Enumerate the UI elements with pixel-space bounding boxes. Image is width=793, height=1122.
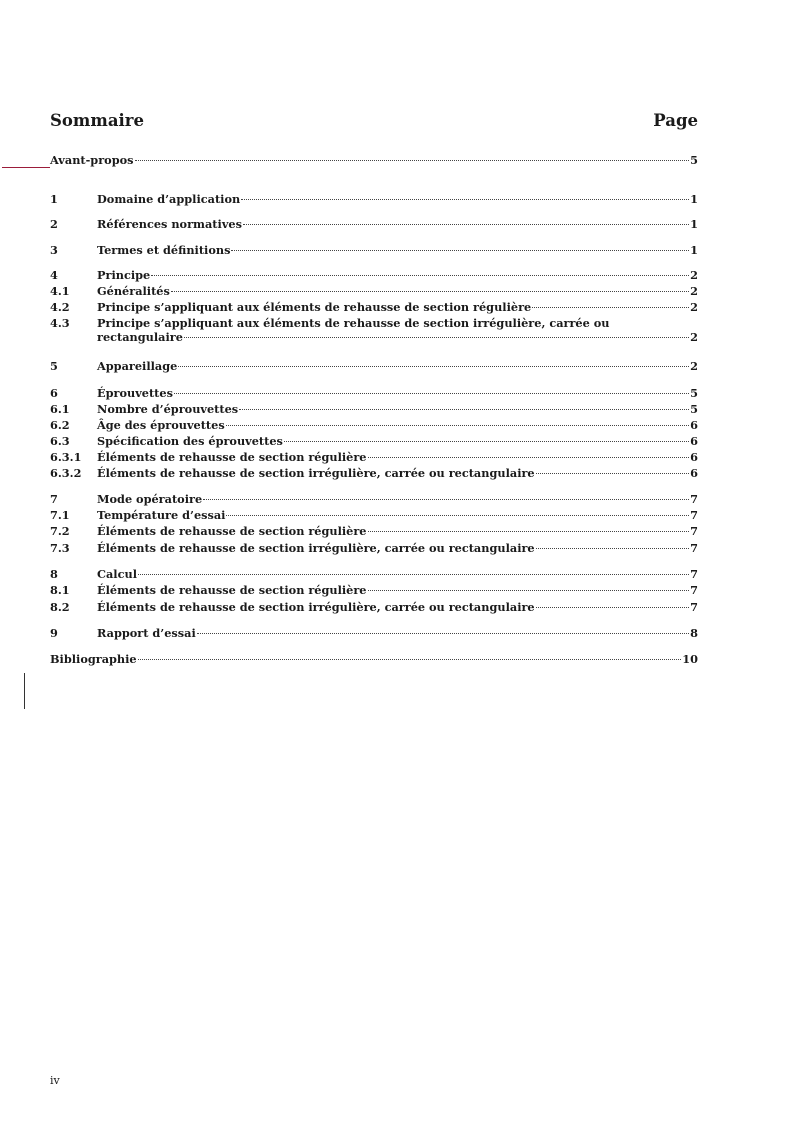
toc-header: [50, 111, 698, 130]
toc-entry-avant-propos[interactable]: [50, 153, 698, 167]
toc-entry-6[interactable]: [50, 386, 698, 400]
toc-entry-title: rectangulaire: [97, 330, 183, 344]
toc-entry-title: Éléments de rehausse de section irrégulière, carrée ou rectangulaire: [97, 466, 535, 480]
toc-entry-title: Termes et définitions: [97, 243, 231, 257]
toc-entry-bibliographie[interactable]: [50, 652, 698, 666]
toc-entry-number: 3: [50, 243, 58, 257]
toc-entry-number: 6.3.1: [50, 450, 82, 464]
toc-entry-page: 7: [690, 508, 698, 522]
toc-entry-page: 1: [690, 243, 698, 257]
toc-entry-7-2[interactable]: [50, 524, 698, 538]
dot-leader: [536, 548, 690, 549]
toc-entry-8-1[interactable]: [50, 583, 698, 597]
toc-entry-number: 2: [50, 217, 58, 231]
toc-entry-number: 7.1: [50, 508, 70, 522]
toc-entry-page: 8: [690, 626, 698, 640]
dot-leader: [241, 199, 689, 200]
toc-entry-page: 2: [690, 330, 698, 344]
toc-entry-1[interactable]: [50, 192, 698, 206]
toc-entry-title: Éléments de rehausse de section régulière: [97, 583, 367, 597]
toc-entry-number: 8: [50, 567, 58, 581]
toc-entry-page: 7: [690, 567, 698, 581]
toc-entry-title: Références normatives: [97, 217, 242, 231]
toc-entry-page: 2: [690, 268, 698, 282]
toc-entry-title: Principe: [97, 268, 151, 282]
dot-leader: [138, 659, 682, 660]
toc-entry-3[interactable]: [50, 243, 698, 257]
dot-leader: [178, 366, 689, 367]
dot-leader: [368, 590, 690, 591]
toc-entry-page: 2: [690, 359, 698, 373]
toc-entry-title: Nombre d’éprouvettes: [97, 402, 239, 416]
toc-entry-title: Éléments de rehausse de section régulière: [97, 450, 367, 464]
toc-entry-page: 10: [682, 652, 698, 666]
toc-entry-4-2[interactable]: [50, 300, 698, 314]
dot-leader: [368, 531, 690, 532]
toc-entry-number: 6.3.2: [50, 466, 82, 480]
toc-entry-9[interactable]: [50, 626, 698, 640]
toc-entry-6-1[interactable]: [50, 402, 698, 416]
toc-entry-page: 6: [690, 434, 698, 448]
dot-leader: [368, 457, 690, 458]
toc-entry-7-3[interactable]: [50, 541, 698, 555]
dot-leader: [536, 473, 690, 474]
toc-entry-title: Avant-propos: [50, 153, 134, 167]
toc-entry-4-1[interactable]: [50, 284, 698, 298]
toc-entry-6-3-1[interactable]: [50, 450, 698, 464]
toc-entry-title: Âge des éprouvettes: [97, 418, 225, 432]
dot-leader: [532, 307, 689, 308]
dot-leader: [184, 337, 689, 338]
toc-entry-8[interactable]: [50, 567, 698, 581]
toc-entry-page: 7: [690, 541, 698, 555]
toc-entry-4-3[interactable]: [50, 316, 698, 344]
dot-leader: [231, 250, 689, 251]
toc-entry-number: 8.1: [50, 583, 70, 597]
dot-leader: [239, 409, 689, 410]
dot-leader: [243, 224, 689, 225]
toc-title: Sommaire: [50, 111, 144, 130]
toc-entry-number: 4.2: [50, 300, 70, 314]
toc-entry-2[interactable]: [50, 217, 698, 231]
revision-mark-left: [24, 673, 25, 709]
toc-entry-page: 6: [690, 466, 698, 480]
toc-entry-7[interactable]: [50, 492, 698, 506]
toc-entry-title: Appareillage: [97, 359, 178, 373]
toc-entry-page: 7: [690, 600, 698, 614]
toc-entry-title-line1: Principe s’appliquant aux éléments de rehausse de section irrégulière, carrée ou: [97, 316, 610, 330]
toc-entry-number: 5: [50, 359, 58, 373]
toc-entry-page: 2: [690, 300, 698, 314]
toc-entry-number: 9: [50, 626, 58, 640]
toc-entry-title: Éléments de rehausse de section régulière: [97, 524, 367, 538]
toc-entry-page: 2: [690, 284, 698, 298]
toc-entry-8-2[interactable]: [50, 600, 698, 614]
toc-page-label: Page: [653, 111, 698, 130]
toc-entry-title: Éléments de rehausse de section irrégulière, carrée ou rectangulaire: [97, 600, 535, 614]
toc-entry-number: 6: [50, 386, 58, 400]
toc-entry-4[interactable]: [50, 268, 698, 282]
toc-entry-title: Rapport d’essai: [97, 626, 196, 640]
toc-entry-number: 4.3: [50, 316, 70, 330]
toc-entry-number: 1: [50, 192, 58, 206]
toc-entry-title: Généralités: [97, 284, 170, 298]
toc-entry-page: 6: [690, 418, 698, 432]
toc-entry-7-1[interactable]: [50, 508, 698, 522]
dot-leader: [226, 515, 689, 516]
toc-entry-page: 1: [690, 217, 698, 231]
toc-entry-page: 1: [690, 192, 698, 206]
toc-entry-title: Spécification des éprouvettes: [97, 434, 283, 448]
toc-entry-number: 4: [50, 268, 58, 282]
toc-entry-number: 6.3: [50, 434, 70, 448]
toc-entry-page: 7: [690, 583, 698, 597]
dot-leader: [171, 291, 689, 292]
toc-entry-6-2[interactable]: [50, 418, 698, 432]
dot-leader: [151, 275, 689, 276]
toc-entry-number: 7: [50, 492, 58, 506]
toc-entry-page: 5: [690, 153, 698, 167]
dot-leader: [138, 574, 689, 575]
toc-entry-page: 6: [690, 450, 698, 464]
toc-entry-number: 4.1: [50, 284, 70, 298]
dot-leader: [203, 499, 689, 500]
toc-entry-title: Mode opératoire: [97, 492, 203, 506]
toc-entry-title: Température d’essai: [97, 508, 226, 522]
toc-entry-page: 7: [690, 492, 698, 506]
toc-entry-title: Domaine d’application: [97, 192, 241, 206]
toc-entry-title: Éléments de rehausse de section irrégulière, carrée ou rectangulaire: [97, 541, 535, 555]
page-folio: iv: [50, 1074, 60, 1087]
toc-entry-5[interactable]: [50, 359, 698, 373]
dot-leader: [284, 441, 689, 442]
toc-entry-page: 5: [690, 386, 698, 400]
dot-leader: [197, 633, 689, 634]
toc-entry-number: 6.2: [50, 418, 70, 432]
dot-leader: [536, 607, 690, 608]
toc-entry-6-3-2[interactable]: [50, 466, 698, 480]
toc-entry-number: 8.2: [50, 600, 70, 614]
dot-leader: [226, 425, 689, 426]
toc-entry-title: Principe s’appliquant aux éléments de rehausse de section régulière: [97, 300, 532, 314]
dot-leader: [174, 393, 689, 394]
toc-entry-title: Éprouvettes: [97, 386, 173, 400]
toc-entry-number: 6.1: [50, 402, 70, 416]
toc-entry-6-3[interactable]: [50, 434, 698, 448]
dot-leader: [135, 160, 690, 161]
toc-entry-number: 7.2: [50, 524, 70, 538]
toc-entry-title: Calcul: [97, 567, 137, 581]
toc-entry-title: Bibliographie: [50, 652, 137, 666]
toc-entry-number: 7.3: [50, 541, 70, 555]
revision-mark-top: [2, 167, 50, 168]
toc-entry-page: 7: [690, 524, 698, 538]
toc-entry-page: 5: [690, 402, 698, 416]
